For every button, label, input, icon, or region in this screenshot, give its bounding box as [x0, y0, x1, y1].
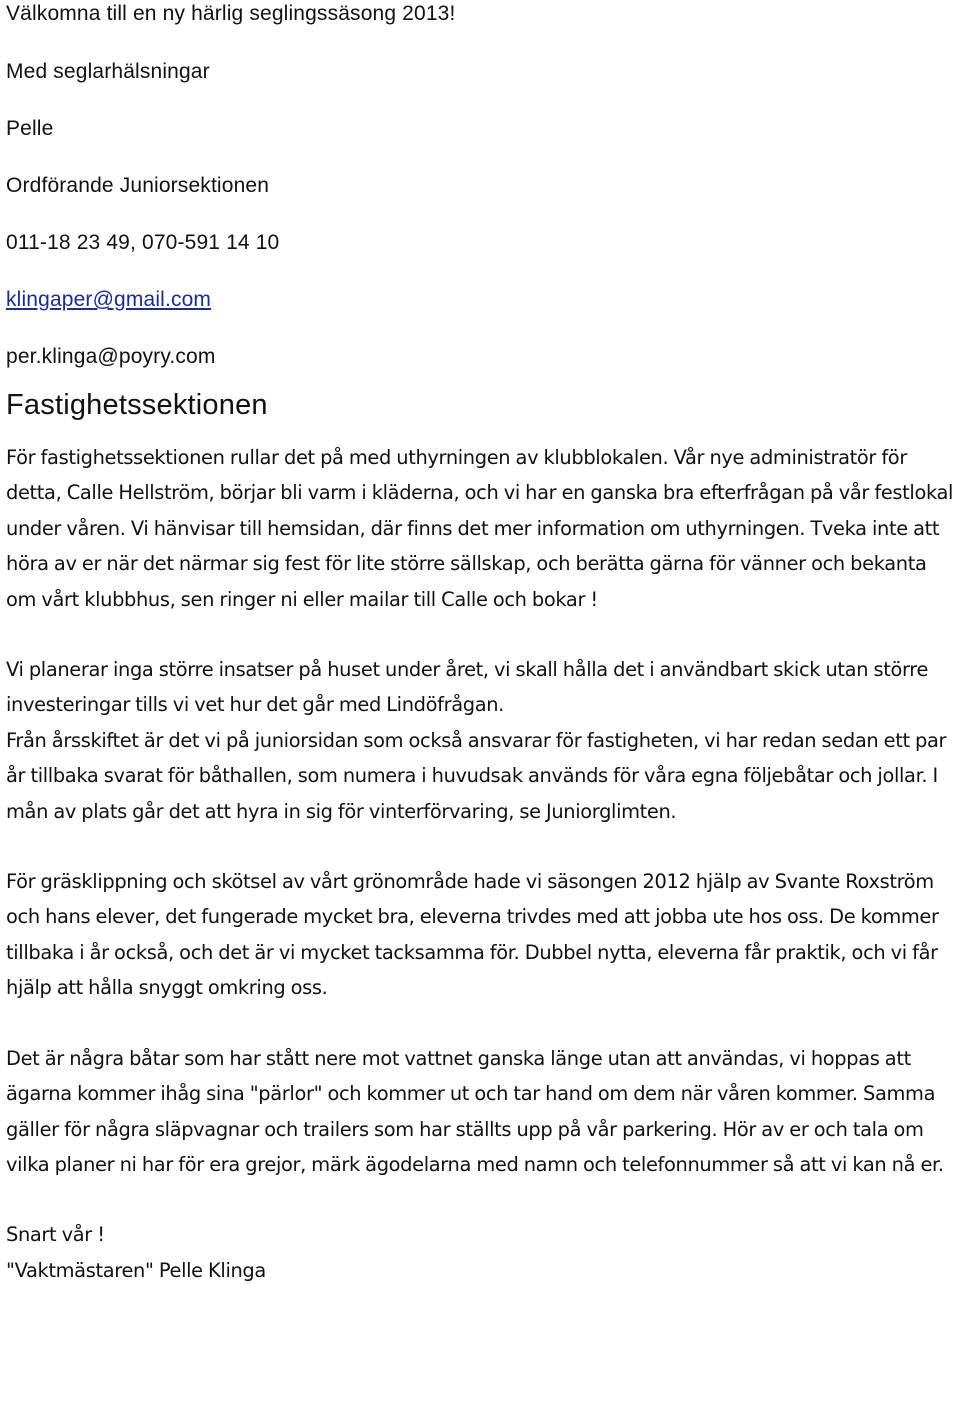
- paragraph-gap: [6, 1006, 954, 1041]
- closing-line: Snart vår !: [6, 1223, 105, 1247]
- welcome-line: Välkomna till en ny härlig seglingssäsong 2013!: [6, 2, 456, 25]
- section-title: Fastighetssektionen: [6, 389, 268, 421]
- signer-name: Pelle: [6, 117, 54, 140]
- greeting-line: Med seglarhälsningar: [6, 60, 210, 83]
- email-primary-link[interactable]: klingaper@gmail.com: [6, 288, 212, 311]
- signature-block: [6, 0, 954, 399]
- phone-numbers: 011-18 23 49, 070-591 14 10: [6, 231, 280, 254]
- signoff-line: "Vaktmästaren" Pelle Klinga: [6, 1258, 266, 1282]
- paragraph-responsibility: Från årsskiftet är det vi på juniorsidan som också ansvarar för fastigheten, vi har redan sedan ett par år tillbaka svarat för båthallen, som numera i huvudsak används för våra egna följebåtar och jollar. I mån av plats går det att hyra in sig för vinterförvaring, se Juniorglimten.: [6, 728, 947, 823]
- email-secondary-line: per.klinga@poyry.com: [6, 345, 216, 368]
- paragraph-gap: [6, 829, 954, 864]
- paragraph-lawn: För gräsklippning och skötsel av vårt grönområde hade vi säsongen 2012 hjälp av Svante Roxström och hans elever, det fungerade mycket bra, eleverna trivdes med att jobba ute hos oss. De kommer tillbaka i år också, och det är vi mycket tacksamma för. Dubbel nytta, eleverna får praktik, och vi får hjälp att hålla snyggt omkring oss.: [6, 870, 939, 1000]
- paragraph-gap: [6, 1182, 954, 1217]
- paragraph-plans: Vi planerar inga större insatser på huset under året, vi skall hålla det i användbart skick utan större investeringar tills vi vet hur det går med Lindöfrågan.: [6, 658, 929, 717]
- email-primary-line: [6, 285, 954, 342]
- signer-role: Ordförande Juniorsektionen: [6, 174, 270, 197]
- paragraph-gap: [6, 617, 954, 652]
- paragraph-rental: För fastighetssektionen rullar det på med uthyrningen av klubblokalen. Vår nye administratör för detta, Calle Hellström, börjar bli varm i kläderna, och vi har en ganska bra efterfrågan på vår festlokal under våren. Vi hänvisar till hemsidan, där finns det mer information om uthyrningen. Tveka inte att höra av er när det närmar sig fest för lite större sällskap, och berätta gärna för vänner och bekanta om vårt klubbhus, sen ringer ni eller mailar till Calle och bokar !: [6, 446, 954, 611]
- paragraph-boats: Det är några båtar som har stått nere mot vattnet ganska länge utan att användas, vi hoppas att ägarna kommer ihåg sina "pärlor" och kommer ut och tar hand om dem när våren kommer. Samma gäller för några släpvagnar och trailers som har ställts upp på vår parkering. Hör av er och tala om vilka planer ni har för era grejor, märk ägodelarna med namn och telefonnummer så att vi kan nå er.: [6, 1046, 944, 1176]
